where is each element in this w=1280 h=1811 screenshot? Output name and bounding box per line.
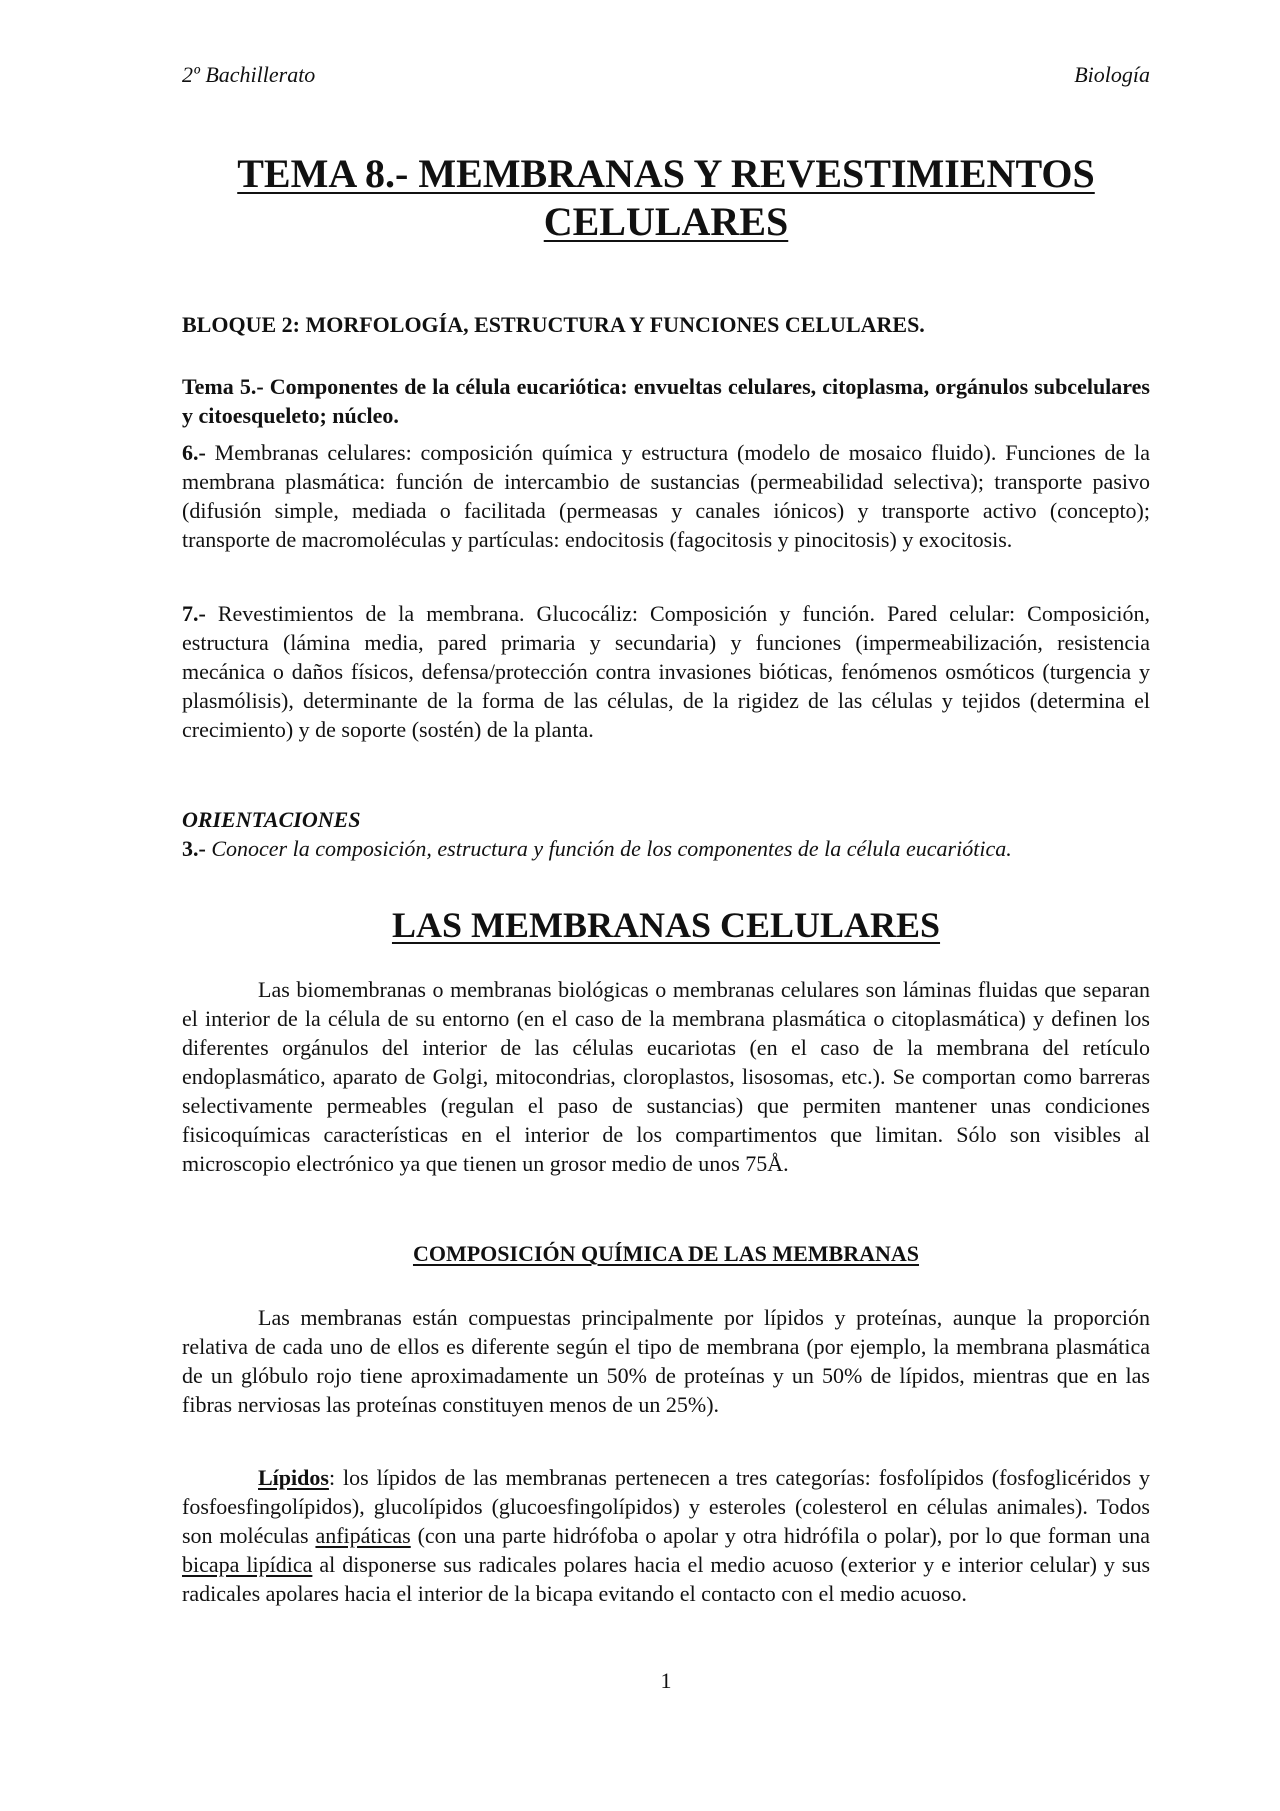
item-6-paragraph xyxy=(182,438,1150,554)
header-course: 2º Bachillerato xyxy=(182,62,316,87)
item-7-paragraph xyxy=(182,599,1150,744)
header-subject: Biología xyxy=(1074,62,1150,87)
lipidos-text-2: (con una parte hidrófoba o apolar y otra hidrófila o polar), por lo que forman una xyxy=(410,1523,1150,1548)
section-heading-composicion xyxy=(182,1241,1150,1267)
membranas-paragraph: Las biomembranas o membranas biológicas o membranas celulares son láminas fluidas que separan el interior de la célula de su entorno (en el caso de la membrana plasmática o citoplasmática) y definen los diferentes orgánulos del interior de las células eucariotas (en el caso de la membrana del retículo endoplasmático, aparato de Golgi, mitocondrias, cloroplastos, lisosomas, etc.). Se comportan como barreras selectivamente permeables (regulan el paso de sustancias) que permiten mantener unas condiciones fisicoquímicas características en el interior de los compartimentos que limitan. Sólo son visibles al microscopio electrónico ya que tienen un grosor medio de unos 75Å. xyxy=(182,977,1150,1176)
page-number: 1 xyxy=(660,1668,672,1693)
section-heading-membranas xyxy=(182,904,1150,946)
bicapa-lipidica-term: bicapa lipídica xyxy=(182,1552,313,1577)
title-line-2: CELULARES xyxy=(543,199,789,244)
orientaciones-heading: ORIENTACIONES xyxy=(182,807,361,832)
orientaciones-number: 3.- xyxy=(182,836,206,861)
tema-5-paragraph: Tema 5.- Componentes de la célula eucariótica: envueltas celulares, citoplasma, orgánulos subcelulares y citoesqueleto; núcleo. xyxy=(182,374,1150,428)
lipidos-text-3: al disponerse sus radicales polares hacia el medio acuoso (exterior y e interior celular) y sus radicales apolares hacia el interior de la bicapa evitando el contacto con el medio acuoso. xyxy=(182,1552,1151,1606)
orientaciones-text: Conocer la composición, estructura y función de los componentes de la célula eucariótica. xyxy=(205,836,1012,861)
lipidos-label: Lípidos xyxy=(258,1465,329,1490)
composicion-paragraph: Las membranas están compuestas principalmente por lípidos y proteínas, aunque la proporción relativa de cada uno de ellos es diferente según el tipo de membrana (por ejemplo, la membrana plasmática de un glóbulo rojo tiene aproximadamente un 50% de proteínas y un 50% de lípidos, mientras que en las fibras nerviosas las proteínas constituyen menos de un 25%). xyxy=(182,1305,1150,1417)
lipidos-text-1: : los lípidos de las membranas pertenecen a tres categorías: fosfolípidos (fosfoglicéridos y fosfoesfingolípidos), glucolípidos (glucoesfingolípidos) y esteroles (colesterol en células animales). Todos son moléculas xyxy=(182,1465,1150,1548)
orientaciones-block xyxy=(182,805,1150,863)
item-7-number: 7.- xyxy=(182,601,206,626)
page-title xyxy=(182,150,1150,246)
item-6-number: 6.- xyxy=(182,440,206,465)
item-7-text: Revestimientos de la membrana. Glucocáliz: Composición y función. Pared celular: Composición, estructura (lámina media, pared primaria y secundaria) y funciones (impermeabilización, resistencia mecánica o daños físicos, defensa/protección contra invasiones bióticas, fenómenos osmóticos (turgencia y plasmólisis), determinante de la forma de las células, de la rigidez de las células y tejidos (determina el crecimiento) y de soporte (sostén) de la planta. xyxy=(182,601,1150,742)
section-heading-composicion-text: COMPOSICIÓN QUÍMICA DE LAS MEMBRANAS xyxy=(412,1241,920,1266)
anfipaticas-term: anfipáticas xyxy=(315,1523,411,1548)
item-6-text: Membranas celulares: composición química y estructura (modelo de mosaico fluido). Funciones de la membrana plasmática: función de intercambio de sustancias (permeabilidad selectiva); transporte pasivo (difusión simple, mediada o facilitada (permeasas y canales iónicos) y transporte activo (concepto); transporte de macromoléculas y partículas: endocitosis (fagocitosis y pinocitosis) y exocitosis. xyxy=(182,440,1150,552)
lipidos-paragraph xyxy=(182,1463,1150,1608)
title-line-1: TEMA 8.- MEMBRANAS Y REVESTIMIENTOS xyxy=(237,151,1095,196)
bloque-heading: BLOQUE 2: MORFOLOGÍA, ESTRUCTURA Y FUNCIONES CELULARES. xyxy=(182,312,925,337)
section-heading-membranas-text: LAS MEMBRANAS CELULARES xyxy=(391,905,941,945)
